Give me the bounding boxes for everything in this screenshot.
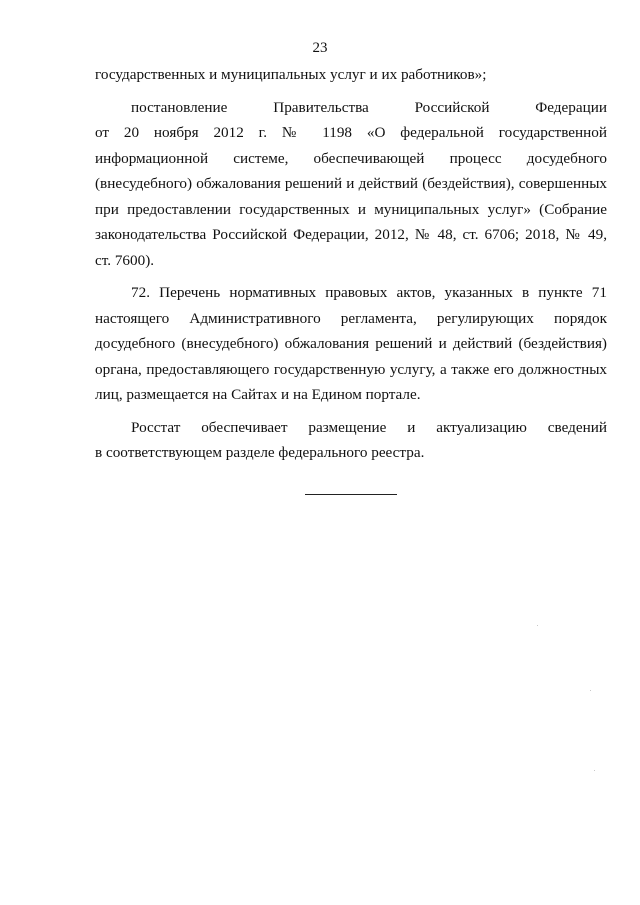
paragraph-gap	[95, 408, 607, 415]
text-line: (внесудебного) обжалования решений и действий (бездействия), совершенных	[95, 175, 607, 192]
text-line: досудебного (внесудебного) обжалования решений и действий (бездействия)	[95, 335, 607, 352]
document-body	[95, 62, 607, 466]
scan-speck	[537, 625, 538, 626]
text-line: законодательства Российской Федерации, 2012, № 48, ст. 6706; 2018, № 49,	[95, 226, 607, 243]
text-line: настоящего Административного регламента, регулирующих порядок	[95, 309, 607, 327]
text-line: Росстат обеспечивает размещение и актуализацию сведений	[131, 418, 607, 436]
paragraph-gap	[95, 88, 607, 95]
text-line: лиц, размещается на Сайтах и на Едином портале.	[95, 386, 421, 403]
text-line: при предоставлении государственных и муниципальных услуг» (Собрание	[95, 200, 607, 218]
text-line: информационной системе, обеспечивающей процесс досудебного	[95, 149, 607, 167]
end-separator-line	[305, 494, 397, 495]
text-line: постановление Правительства Российской Федерации	[131, 98, 607, 116]
text-line: органа, предоставляющего государственную услугу, а также его должностных	[95, 360, 607, 378]
text-line: ст. 7600).	[95, 251, 155, 269]
text-line: в соответствующем разделе федерального реестра.	[95, 444, 425, 461]
text-line: государственных и муниципальных услуг и их работников»;	[95, 66, 487, 83]
text-line: от 20 ноября 2012 г. № 1198 «О федеральной государственной	[95, 124, 607, 141]
scan-speck	[590, 690, 591, 691]
scan-speck	[594, 770, 595, 771]
paragraph-gap	[95, 273, 607, 280]
text-line: 72. Перечень нормативных правовых актов, указанных в пункте 71	[131, 284, 607, 301]
page-number: 23	[312, 40, 328, 56]
